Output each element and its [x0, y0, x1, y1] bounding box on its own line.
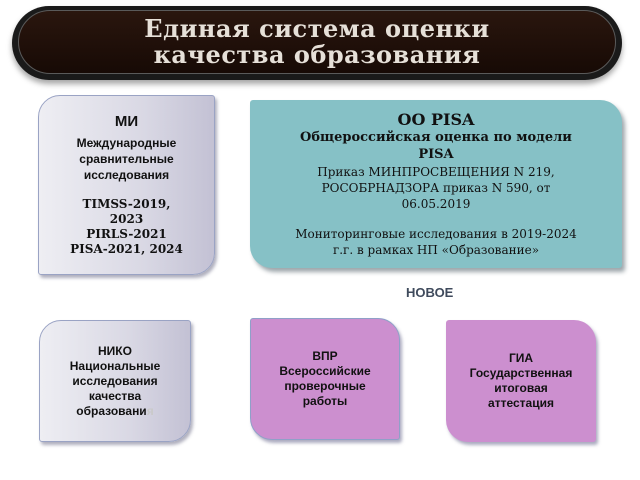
vpr-line: Всероссийские — [279, 364, 371, 378]
vpr-line: работы — [302, 394, 348, 408]
oo-pisa-subtitle-line: Общероссийская оценка по модели — [300, 130, 572, 145]
oo-pisa-monitoring — [295, 226, 577, 258]
niko-line: Национальные — [69, 358, 161, 373]
oo-pisa-monitoring-line: Мониторинговые исследования в 2019-2024 — [295, 227, 577, 241]
niko-line: исследования — [72, 373, 158, 388]
mi-subtitle-line: сравнительные — [79, 152, 174, 166]
oo-pisa-subtitle-line: PISA — [418, 147, 454, 162]
title-banner — [12, 6, 622, 80]
gia-title: ГИА — [508, 351, 534, 365]
mi-studies-list: TIMSS-2019, 2023 PIRLS-2021 PISA-2021, 2024 — [70, 197, 183, 256]
oo-pisa-title: ОО PISA — [397, 110, 475, 129]
niko-box — [39, 320, 191, 442]
niko-last-line — [76, 404, 153, 419]
vpr-line: проверочные — [284, 379, 366, 393]
oo-pisa-order-line: Приказ МИНПРОСВЕЩЕНИЯ N 219, — [317, 165, 555, 179]
oo-pisa-monitoring-line: г.г. в рамках НП «Образование» — [332, 243, 540, 257]
gia-line: аттестация — [488, 396, 554, 410]
niko-line: качества — [88, 388, 142, 403]
gia-line: итоговая — [494, 381, 548, 395]
niko-last-word-tail: я — [146, 403, 154, 418]
new-label: НОВОЕ — [406, 285, 454, 300]
oo-pisa-box — [250, 100, 622, 268]
niko-last-word: образовани — [76, 403, 147, 418]
title-banner-inner — [18, 10, 616, 74]
slide-title: Единая система оценки качества образования — [144, 14, 490, 69]
mi-subtitle — [77, 135, 177, 183]
oo-pisa-order-line: 06.05.2019 — [401, 197, 471, 211]
mi-subtitle-line: исследования — [83, 168, 170, 182]
vpr-title: ВПР — [312, 349, 338, 363]
mi-title: МИ — [114, 113, 139, 130]
gia-box — [446, 320, 596, 442]
oo-pisa-subtitle — [300, 129, 572, 163]
gia-line: Государственная — [469, 366, 573, 380]
vpr-box — [250, 318, 400, 440]
mi-subtitle-line: Международные — [76, 136, 177, 150]
oo-pisa-order — [317, 164, 554, 212]
mi-box — [38, 95, 215, 275]
niko-title: НИКО — [98, 343, 132, 358]
oo-pisa-order-line: РОСОБРНАДЗОРА приказ N 590, от — [321, 181, 551, 195]
